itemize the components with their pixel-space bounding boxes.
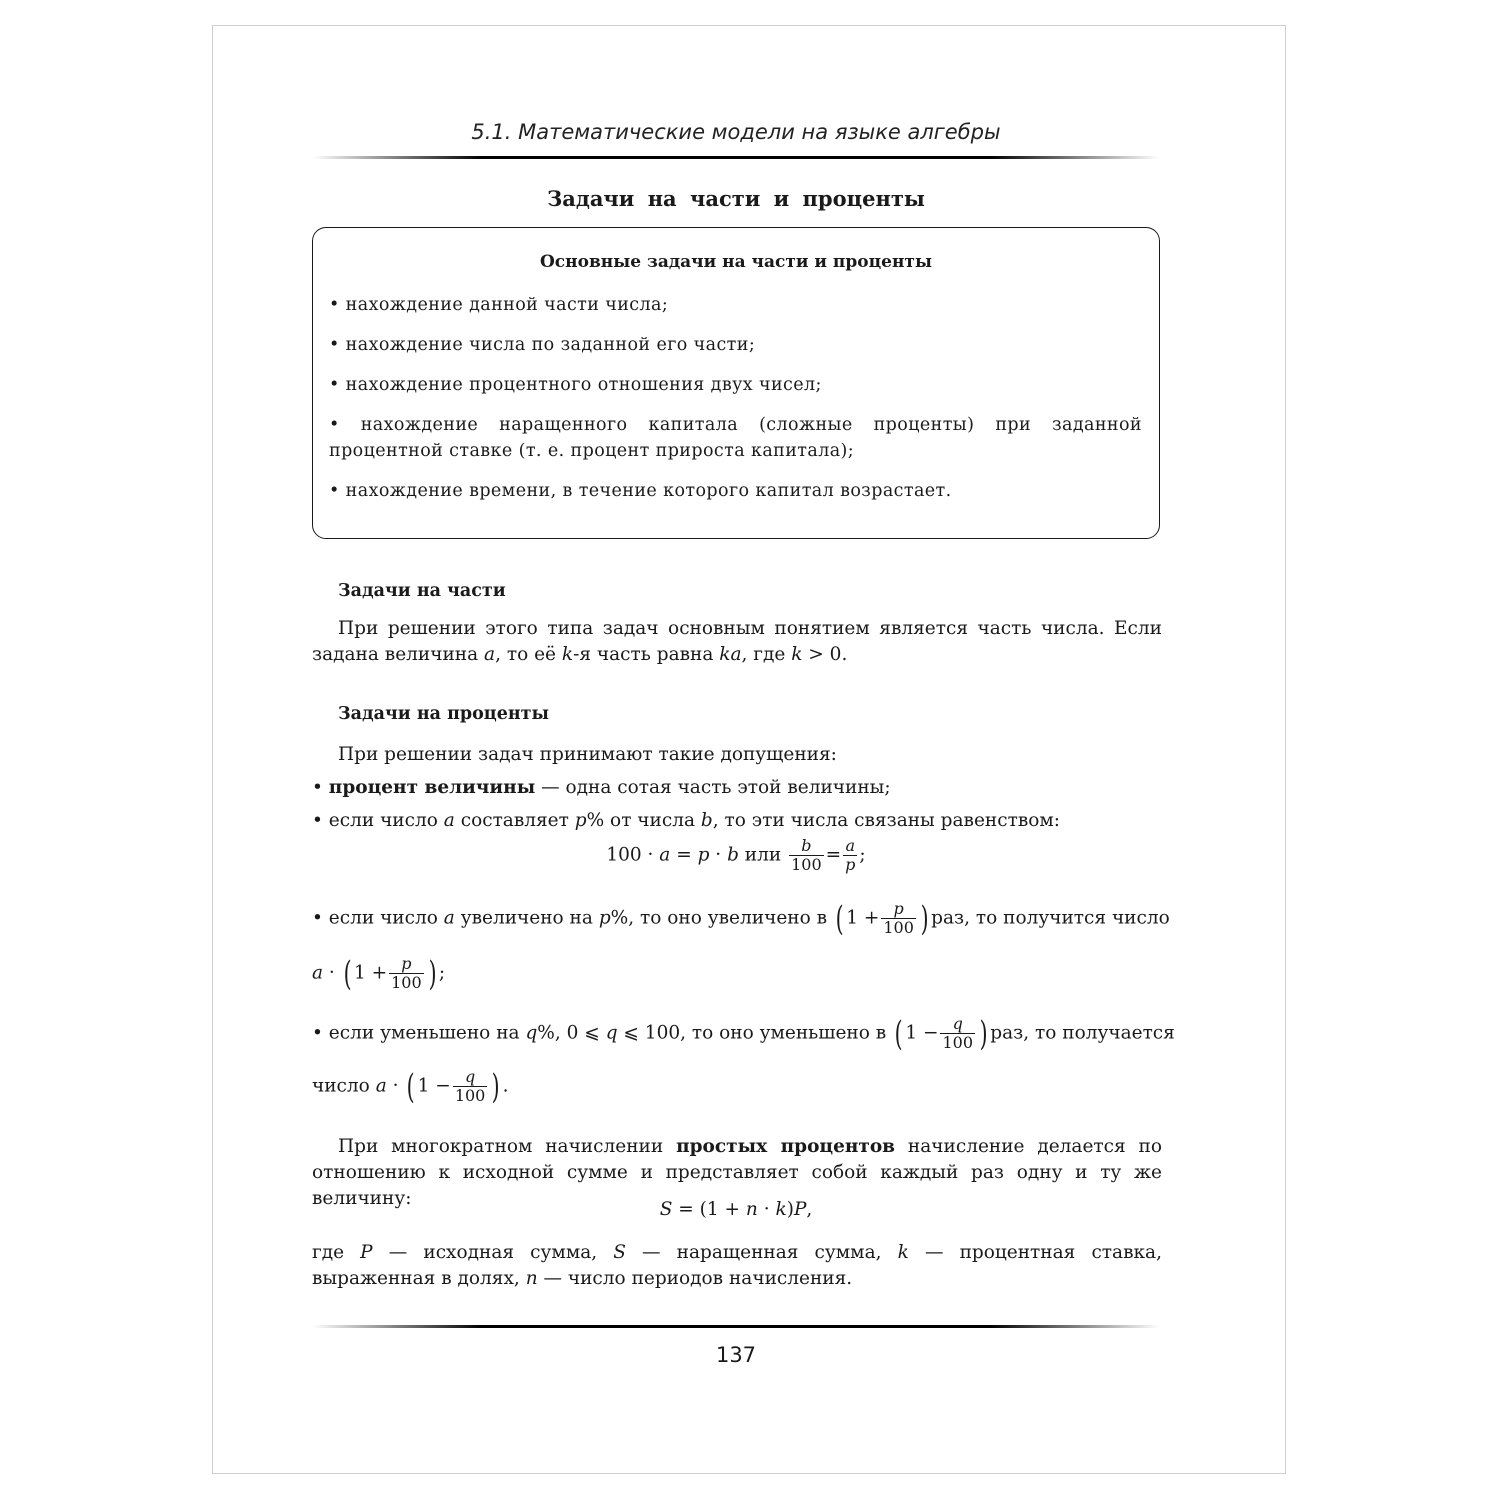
text: начисление делается по отношению к исходной сумме и представляет собой каждый раз одну и ту же величину: <box>312 1136 1162 1209</box>
var: S <box>613 1242 626 1263</box>
left-paren: ( <box>407 1066 416 1107</box>
var: k <box>897 1242 909 1263</box>
left-paren: ( <box>894 1013 903 1054</box>
percents-intro: При решении задач принимают такие допущения: <box>338 744 837 765</box>
var: n <box>525 1268 538 1289</box>
text: 100 · <box>606 844 660 866</box>
var: b <box>700 810 713 831</box>
percents-heading: Задачи на проценты <box>338 704 550 724</box>
bullet-percent-relation: • если число a составляет p% от числа b, то эти числа связаны равенством: <box>312 810 1060 831</box>
fraction <box>940 1015 975 1052</box>
text: — исходная сумма, <box>372 1242 598 1263</box>
var: a <box>312 962 324 984</box>
numerator: q <box>952 1014 963 1033</box>
denominator: 100 <box>942 1033 974 1052</box>
text: увеличено на <box>460 907 593 929</box>
text: , где <box>741 644 786 665</box>
text: — число периодов начисления. <box>537 1268 853 1289</box>
text: если число <box>328 810 438 831</box>
fraction <box>789 837 824 874</box>
fraction <box>843 837 857 874</box>
right-paren: ) <box>492 1066 500 1107</box>
var: p <box>574 810 587 831</box>
numerator: p <box>401 954 412 973</box>
text: если число <box>328 907 438 929</box>
text: ; <box>859 844 866 866</box>
denominator: 100 <box>791 855 822 874</box>
var: k <box>775 1199 787 1220</box>
bullet-decrease: • если уменьшено на q%, 0 ⩽ q ⩽ 100, то оно уменьшено в ( 1 − $\frac{q}{100}$ ) раз, то получается <box>312 1013 1175 1054</box>
text: 1 − <box>417 1075 451 1097</box>
text: — наращенная сумма, <box>625 1242 882 1263</box>
right-paren: ) <box>920 898 929 939</box>
var: a <box>443 810 455 831</box>
text: ) <box>786 1199 794 1220</box>
key-tasks-box <box>312 227 1160 539</box>
var: q <box>605 1022 618 1044</box>
text: , то эти числа связаны равенством: <box>712 810 1060 831</box>
text: ⩽ 100, то оно уменьшено в <box>623 1022 887 1044</box>
text: · <box>386 1075 405 1097</box>
denominator: 100 <box>391 973 422 992</box>
fraction <box>453 1068 488 1105</box>
text: ; <box>438 962 446 984</box>
text: где <box>312 1242 345 1263</box>
formula-decrease-result <box>312 1068 1172 1105</box>
text: · <box>757 1199 776 1220</box>
var: b <box>727 844 739 866</box>
left-paren: ( <box>835 898 844 939</box>
var: a <box>375 1075 387 1097</box>
text: раз, то получается <box>990 1022 1175 1044</box>
var: n <box>745 1199 758 1220</box>
bold-term: процент величины <box>328 777 536 798</box>
formula-simple-interest <box>312 1199 1160 1220</box>
text: -я часть равна <box>573 644 714 665</box>
text: · <box>709 844 728 866</box>
text: %, 0 ⩽ <box>537 1022 600 1044</box>
box-item: • нахождение процентного отношения двух чисел; <box>329 375 822 395</box>
var: a <box>659 844 671 866</box>
text: 1 + <box>846 907 880 929</box>
var: a <box>484 644 496 665</box>
denominator: p <box>845 855 856 874</box>
bullet-increase: • если число a увеличено на p%, то оно увеличено в ( 1 + $\frac{p}{100}$ ) раз, то получится число <box>312 898 1170 939</box>
running-head: 5.1. Математические модели на языке алгебры <box>471 120 1001 144</box>
bold-term: простых процентов <box>676 1136 896 1157</box>
numerator: a <box>845 836 856 855</box>
numerator: p <box>893 899 904 918</box>
section-title: Задачи на части и проценты <box>547 186 925 211</box>
formula-proportion <box>312 837 1160 874</box>
bullet-percent-definition: • процент величины — одна сотая часть этой величины; <box>312 777 891 798</box>
text: — одна сотая часть этой величины; <box>535 777 891 798</box>
formula-increase-result <box>312 955 1172 992</box>
text: % от числа <box>586 810 696 831</box>
text: = <box>825 844 842 866</box>
text: 1 − <box>905 1022 939 1044</box>
box-item: • нахождение времени, в течение которого капитал возрастает. <box>329 481 952 501</box>
numerator: q <box>464 1067 476 1086</box>
var: P <box>360 1242 373 1263</box>
box-title: Основные задачи на части и проценты <box>540 252 932 272</box>
footer-rule <box>312 1325 1160 1328</box>
variables-explanation <box>312 1240 1162 1292</box>
var: p <box>598 907 611 929</box>
var: k <box>791 644 803 665</box>
denominator: 100 <box>454 1086 486 1105</box>
text: если уменьшено на <box>328 1022 520 1044</box>
text: или <box>738 844 788 866</box>
var: q <box>525 1022 538 1044</box>
var: k <box>561 644 574 665</box>
page-number: 137 <box>715 1343 757 1367</box>
parts-heading: Задачи на части <box>338 581 506 601</box>
text: 1 + <box>353 962 388 984</box>
header-rule <box>312 156 1160 159</box>
numerator: b <box>801 836 812 855</box>
text: = <box>670 844 698 866</box>
var: ka <box>719 644 742 665</box>
right-paren: ) <box>428 953 437 994</box>
text: число <box>312 1075 370 1097</box>
text: При решении этого типа задач основным понятием является часть числа. Если задана величина <box>312 618 1162 665</box>
var: p <box>697 844 710 866</box>
text: раз, то получится число <box>931 907 1170 929</box>
text: · <box>323 962 341 984</box>
var: P <box>793 1199 807 1220</box>
text: При многократном начислении <box>338 1136 664 1157</box>
box-item: • нахождение наращенного капитала (сложные проценты) при заданной процентной ставке (т. е. процент прироста капитала); <box>329 415 1142 461</box>
var: a <box>443 907 455 929</box>
text: , <box>806 1199 813 1220</box>
text: > 0. <box>802 644 848 665</box>
fraction <box>389 955 424 992</box>
var: S <box>659 1199 673 1220</box>
text: — процентная ставка, выраженная в долях, <box>312 1242 1162 1289</box>
text: = (1 + <box>672 1199 746 1220</box>
right-paren: ) <box>979 1013 988 1054</box>
text: составляет <box>460 810 569 831</box>
box-item: • нахождение данной части числа; <box>329 295 669 315</box>
fraction <box>881 900 916 937</box>
box-item: • нахождение числа по заданной его части; <box>329 335 756 355</box>
text: . <box>502 1075 509 1097</box>
text: , то её <box>495 644 556 665</box>
parts-paragraph <box>312 616 1162 668</box>
left-paren: ( <box>343 953 352 994</box>
text: %, то оно увеличено в <box>610 907 828 929</box>
denominator: 100 <box>883 918 914 937</box>
